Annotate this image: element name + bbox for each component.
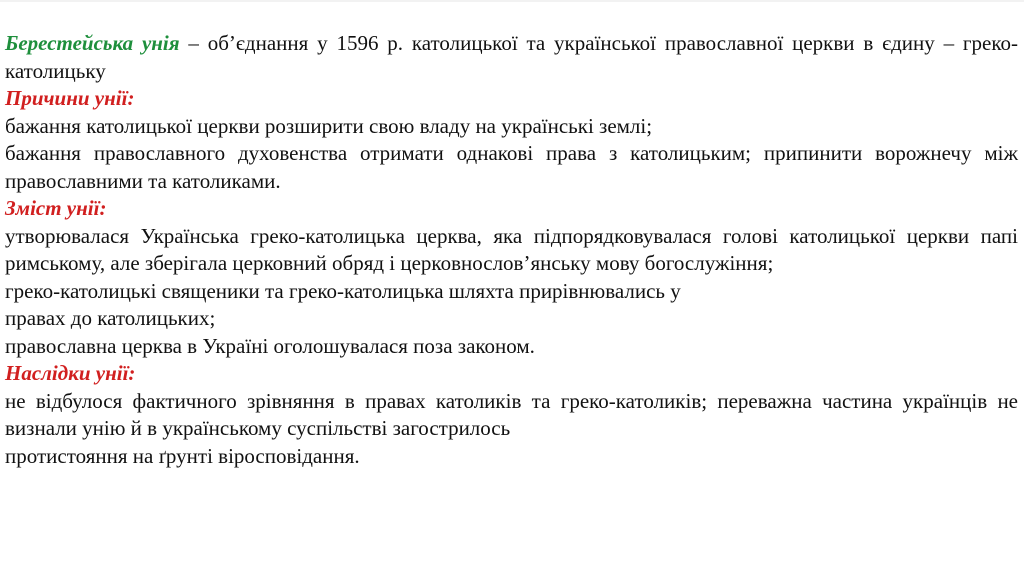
content-item: греко-католицькі священики та греко-католицька шляхта прирівнювались у — [5, 278, 681, 303]
causes-item: бажання католицької церкви розширити свою владу на українські землі; — [5, 113, 653, 138]
slide-top-border — [0, 0, 1024, 2]
content-heading: Зміст унії: — [5, 196, 107, 220]
content-item: правах до католицьких; — [5, 306, 216, 330]
content-item: утворювалася Українська греко-католицька церква, яка підпорядковувалася голові католицької церкви папі римському, але зберігала церковний обряд і церковнослов’янську мову богослужіння; — [5, 223, 1018, 275]
definition-text: – об’єднання у 1596 р. католицької та української православної церкви в єдину – греко-католицьку — [5, 31, 1018, 83]
content-item: православна церква в Україні оголошувалася поза законом. — [5, 333, 535, 358]
causes-heading: Причини унії: — [5, 86, 135, 110]
definition-term: Берестейська унія — [5, 31, 180, 55]
slide-body — [5, 30, 1018, 470]
definition-paragraph — [5, 30, 1018, 85]
causes-item: бажання православного духовенства отримати однакові права з католицьким; припинити ворожнечу між православними та католиками. — [5, 141, 1018, 193]
consequences-item: не відбулося фактичного зрівняння в правах католиків та греко-католиків; переважна частина українців не визнали унію й в українському суспільстві загострилось — [5, 388, 1018, 440]
consequences-item: протистояння на ґрунті віросповідання. — [5, 443, 360, 468]
consequences-heading: Наслідки унії: — [5, 361, 136, 385]
